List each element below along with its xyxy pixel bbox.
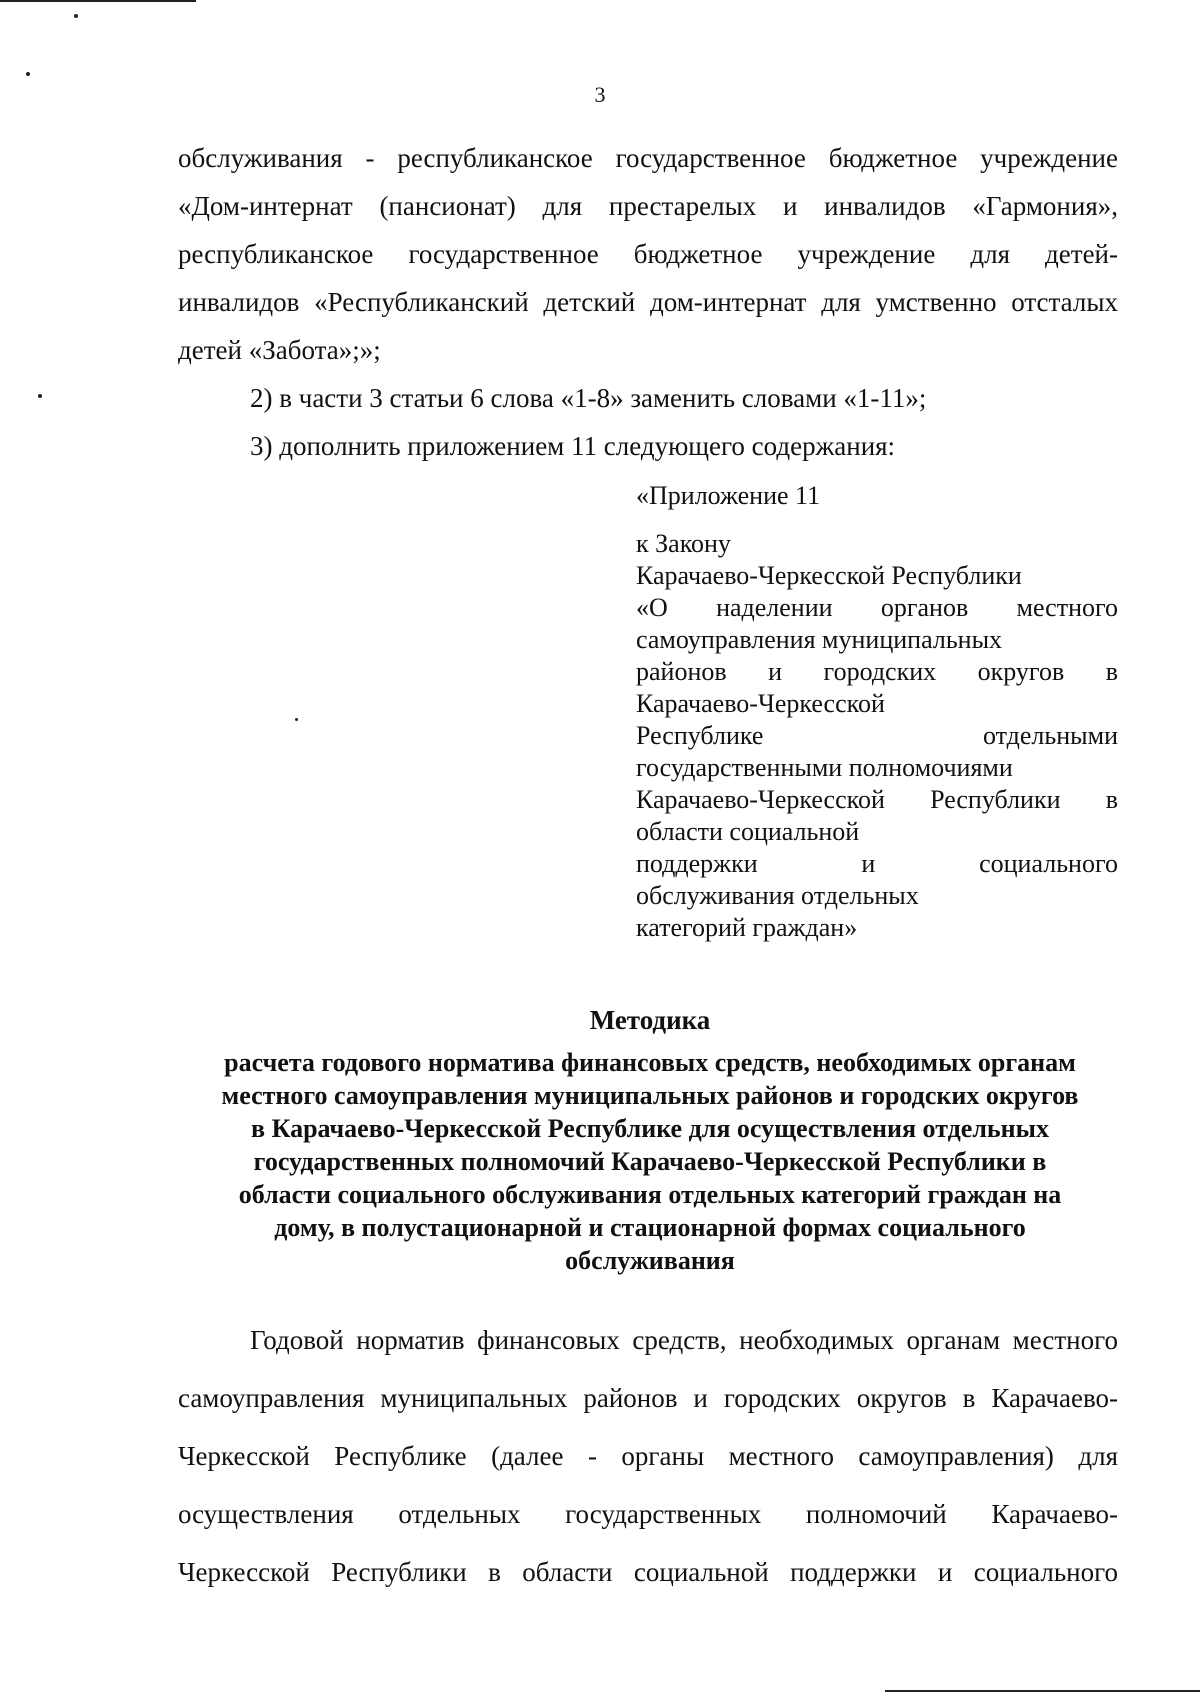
amendment-item: 2) в части 3 статьи 6 слова «1-8» заменить словами «1-11»; [250,383,927,413]
methodology-subtitle-line: дому, в полустационарной и стационарной формах социального [274,1213,1026,1242]
body-line: Черкесской Республике (далее - органы местного самоуправления) для [178,1441,1118,1471]
appendix-line: поддержки и социального [636,849,1118,878]
appendix-title: «Приложение 11 [636,481,821,510]
appendix-line: обслуживания отдельных [636,881,919,910]
appendix-header [636,478,1118,944]
scan-edge-top [0,0,196,2]
appendix-line: к Закону [636,529,731,558]
methodology-subtitle-line: местного самоуправления муниципальных районов и городских округов [221,1081,1079,1110]
intro-paragraph [178,134,1118,374]
amendment-item: 3) дополнить приложением 11 следующего содержания: [250,431,896,461]
methodology-subtitle-line: в Карачаево-Черкесской Республике для осуществления отдельных [251,1114,1049,1143]
scan-speck [74,14,78,18]
appendix-line: категорий граждан» [636,913,858,942]
appendix-line: области социальной [636,817,860,846]
intro-line: детей «Забота»;»; [178,335,381,365]
body-line: самоуправления муниципальных районов и городских округов в Карачаево- [178,1383,1118,1413]
intro-line: обслуживания - республиканское государственное бюджетное учреждение [178,143,1118,173]
methodology-subtitle-line: государственных полномочий Карачаево-Черкесской Республики в [253,1147,1047,1176]
appendix-line: районов и городских округов в [636,657,1118,686]
body-line: Черкесской Республики в области социальной поддержки и социального [178,1557,1118,1587]
appendix-line: Карачаево-Черкесской Республики в [636,785,1118,814]
scan-speck [295,718,298,721]
appendix-line: государственными полномочиями [636,753,1013,782]
methodology-title: Методика [589,1005,711,1035]
methodology-subtitle-line: обслуживания [565,1246,735,1275]
body-line: осуществления отдельных государственных полномочий Карачаево- [178,1499,1118,1529]
appendix-line: «О наделении органов местного [636,593,1118,622]
appendix-line: Республике отдельными [636,721,1118,750]
amendment-items [178,374,1118,470]
scan-speck [38,394,42,398]
scan-speck [26,72,30,76]
intro-line: инвалидов «Республиканский детский дом-интернат для умственно отсталых [178,287,1118,317]
appendix-line: Карачаево-Черкесской Республики [636,561,1022,590]
page-number: 3 [594,82,606,107]
intro-line: «Дом-интернат (пансионат) для престарелых и инвалидов «Гармония», [178,191,1118,221]
methodology-subtitle-line: области социального обслуживания отдельных категорий граждан на [238,1180,1062,1209]
scan-edge-bottom [885,1690,1200,1692]
body-line: Годовой норматив финансовых средств, необходимых органам местного [250,1325,1118,1355]
methodology-subtitle-line: расчета годового норматива финансовых средств, необходимых органам [224,1048,1076,1077]
intro-line: республиканское государственное бюджетное учреждение для детей- [178,239,1118,269]
appendix-line: самоуправления муниципальных [636,625,1003,654]
methodology-heading [140,1002,1160,1277]
appendix-line: Карачаево-Черкесской [636,689,885,718]
body-paragraph [178,1316,1118,1606]
